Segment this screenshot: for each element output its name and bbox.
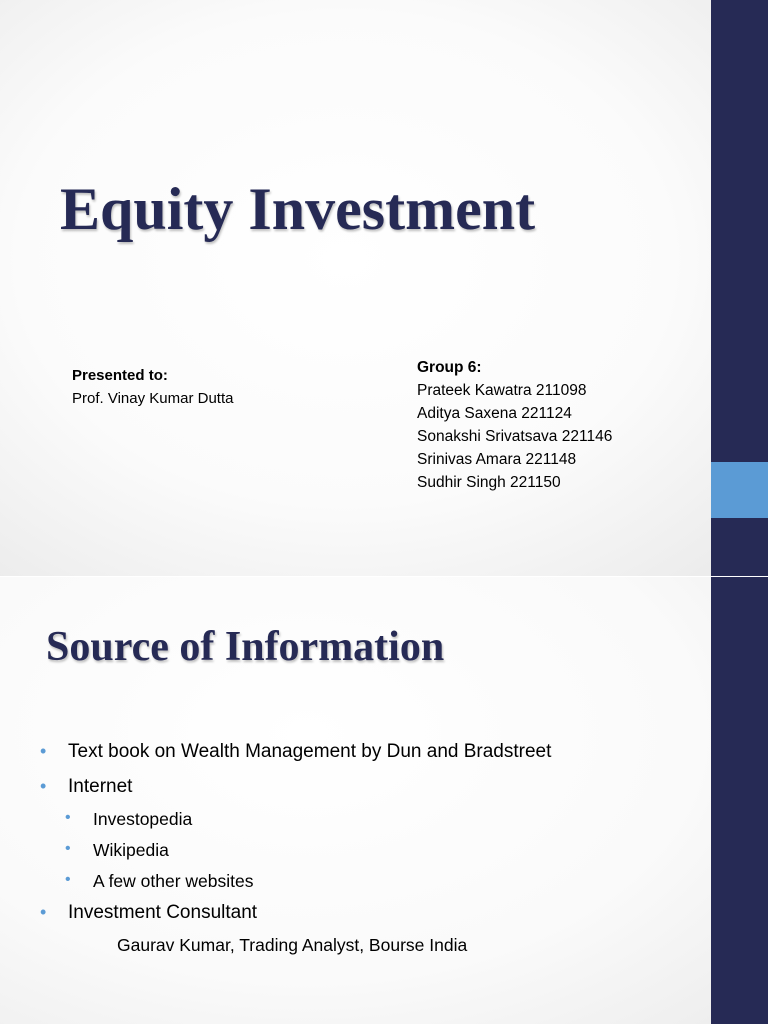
group-member: Sudhir Singh 221150 bbox=[417, 474, 561, 491]
group-label: Group 6: bbox=[417, 359, 482, 376]
bullet-text: Investment Consultant bbox=[68, 902, 258, 923]
bullet-text: Investopedia bbox=[93, 809, 193, 829]
bullet-item bbox=[40, 741, 552, 763]
bullet-dot-icon: • bbox=[65, 809, 71, 826]
consultant-note: Gaurav Kumar, Trading Analyst, Bourse India bbox=[117, 935, 468, 955]
bullet-text: Text book on Wealth Management by Dun and Bradstreet bbox=[68, 741, 552, 762]
group-member: Prateek Kawatra 211098 bbox=[417, 382, 587, 399]
bullet-item bbox=[40, 902, 258, 924]
bullet-dot-icon: • bbox=[40, 776, 47, 796]
bullet-text: Internet bbox=[68, 776, 133, 797]
slide-sources bbox=[0, 577, 768, 1024]
bullet-dot-icon: • bbox=[65, 840, 71, 857]
presented-to-block bbox=[72, 364, 233, 410]
side-decor-bar bbox=[711, 577, 768, 1024]
bullet-text: Wikipedia bbox=[93, 840, 169, 860]
bullet-item bbox=[40, 776, 133, 798]
group-block bbox=[417, 356, 612, 494]
sub-bullet-item bbox=[65, 871, 254, 892]
presented-to-label: Presented to: bbox=[72, 367, 168, 384]
sources-heading: Source of Information bbox=[46, 624, 445, 670]
group-member: Srinivas Amara 221148 bbox=[417, 451, 577, 468]
bullet-text: A few other websites bbox=[93, 871, 254, 891]
presenter-name: Prof. Vinay Kumar Dutta bbox=[72, 390, 234, 407]
group-member: Sonakshi Srivatsava 221146 bbox=[417, 428, 613, 445]
group-member: Aditya Saxena 221124 bbox=[417, 405, 572, 422]
bullet-dot-icon: • bbox=[40, 741, 47, 761]
bullet-dot-icon: • bbox=[40, 902, 47, 922]
slide-title-heading: Equity Investment bbox=[60, 176, 536, 242]
sub-bullet-item bbox=[65, 840, 169, 861]
sub-bullet-item bbox=[65, 809, 193, 830]
side-accent-block bbox=[711, 462, 768, 518]
bullet-dot-icon: • bbox=[65, 871, 71, 888]
